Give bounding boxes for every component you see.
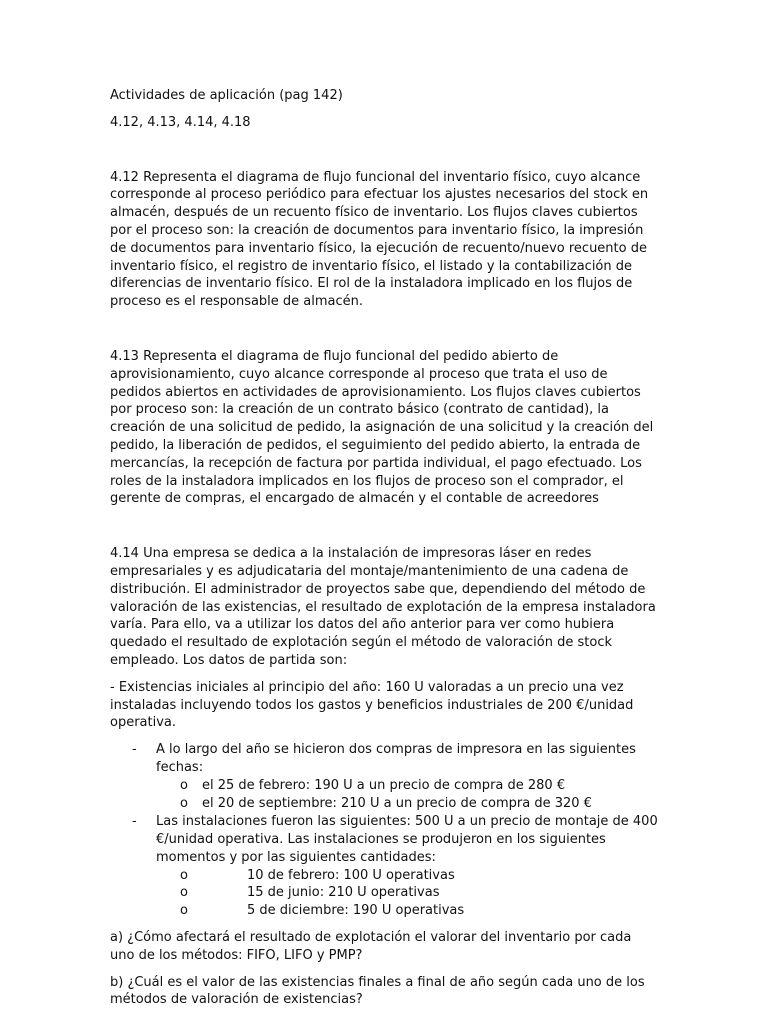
list-item: o 10 de febrero: 100 U operativas [180,867,455,883]
purchases-list [156,777,658,813]
purchases-item [110,741,658,812]
list-item: o 5 de diciembre: 190 U operativas [180,903,465,919]
exercise-4-12: 4.12 Representa el diagrama de flujo funcional del inventario físico, cuyo alcance corresponde al proceso periódico para efectuar los ajustes necesarios del stock en almacén, después de un recuento físico de inventario. Los flujos claves cubiertos por el proceso son: la creación de documentos para inventario físico, la impresión de documentos para inventario físico, la ejecución de recuento/nuevo recuento de inventario físico, el registro de inventario físico, el listado y la contabilización de diferencias de inventario físico. El rol de la instaladora implicado en los flujos de proceso es el responsable de almacén. [110,169,649,310]
initial-stock-item: - Existencias iniciales al principio del año: 160 U valoradas a un precio una vez instaladas incluyendo todos los gastos y beneficios industriales de 200 €/unidad operativa. [110,679,634,731]
data-list [110,741,658,920]
page-title: Actividades de aplicación (pag 142) [110,88,343,103]
installations-item [110,813,658,920]
exercise-4-14-intro: 4.14 Una empresa se dedica a la instalación de impresoras láser en redes empresariales y es adjudicataria del montaje/mantenimiento de una cadena de distribución. El administrador de proyectos sabe que, dependiendo del método de valoración de las existencias, el resultado de explotación de la empresa instaladora varía. Para ello, va a utilizar los datos del año anterior para ver como hubiera quedado el resultado de explotación según el método de valoración de stock empleado. Los datos de partida son: [110,546,656,668]
circle-bullet: o [180,885,188,901]
question-b: b) ¿Cuál es el valor de las existencias finales a final de año según cada uno de los métodos de valoración de existencias? [110,974,645,1008]
list-item: o el 25 de febrero: 190 U a un precio de compra de 280 € [180,777,566,793]
dash-bullet: - [132,814,137,830]
exercise-4-13: 4.13 Representa el diagrama de flujo funcional del pedido abierto de aprovisionamiento, cuyo alcance corresponde al proceso que trata el uso de pedidos abiertos en actividades de aprovisionamiento. Los flujos claves cubiertos por proceso son: la creación de un contrato básico (contrato de cantidad), la creación de una solicitud de pedido, la asignación de una solicitud y la creación del pedido, la liberación de pedidos, el seguimiento del pedido abierto, la entrada de mercancías, la recepción de factura por partida individual, el pago efectuado. Los roles de la instaladora implicados en los flujos de proceso son el comprador, el gerente de compras, el encargado de almacén y el contable de acreedores [110,348,654,507]
circle-bullet: o [180,903,188,919]
installations-list [156,867,658,920]
list-item: o 15 de junio: 210 U operativas [180,885,440,901]
circle-bullet: o [180,777,188,793]
document-body [110,87,658,1018]
exercise-references: 4.12, 4.13, 4.14, 4.18 [110,114,251,130]
list-item: o el 20 de septiembre: 210 U a un precio de compra de 320 € [180,795,592,811]
circle-bullet: o [180,795,188,811]
circle-bullet: o [180,867,188,883]
dash-bullet: - [132,742,137,758]
question-a: a) ¿Cómo afectará el resultado de explotación el valorar del inventario por cada uno de los métodos: FIFO, LIFO y PMP? [110,930,632,963]
purchases-label: A lo largo del año se hicieron dos compras de impresora en las siguientes fechas: [156,742,636,775]
installations-label: Las instalaciones fueron las siguientes: 500 U a un precio de montaje de 400 €/unidad operativa. Las instalaciones se produjeron en los siguientes momentos y por las siguientes cantidades: [156,814,658,865]
